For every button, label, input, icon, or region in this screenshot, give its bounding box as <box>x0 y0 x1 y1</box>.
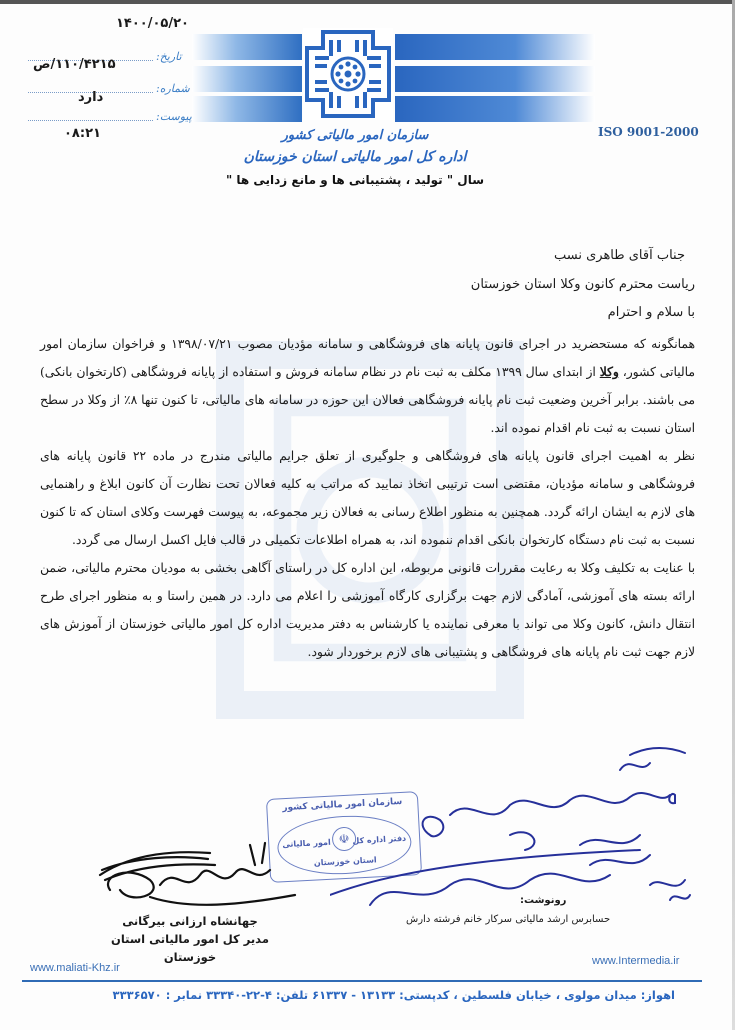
date-value: ۱۴۰۰/۰۵/۲۰ <box>116 16 189 31</box>
signer-name: جهانشاه ارزانی بیرگانی <box>122 914 258 928</box>
number-label: شماره: <box>156 82 190 95</box>
stamp-top-text: سازمان امور مالیاتی کشور <box>282 796 403 814</box>
copy-recipient: حسابرس ارشد مالیاتی سرکار خانم فرشته دارش <box>406 914 611 925</box>
header-bar <box>395 66 595 92</box>
iso-certification: ISO 9001-2000 <box>598 125 699 139</box>
header-bar <box>192 66 302 92</box>
emblem-icon: ☫ <box>331 826 356 851</box>
stamp-right-text: دفتر اداره کل <box>352 833 407 846</box>
signer-block <box>95 912 285 966</box>
attachment-label: پیوست: <box>156 110 192 123</box>
header-bar <box>192 96 302 122</box>
addressee-name: جناب آقای طاهری نسب <box>553 248 685 263</box>
scan-edge-top <box>0 0 735 4</box>
footer-divider <box>22 980 702 982</box>
attachment-value: دارد <box>78 90 104 105</box>
attachment-dots <box>28 120 153 121</box>
stamp-left-text: امور مالیاتی <box>282 837 331 850</box>
addressee-title: ریاست محترم کانون وکلا استان خوزستان <box>470 277 695 292</box>
time-value: ۰۸:۲۱ <box>64 126 101 141</box>
header-bar <box>395 34 595 60</box>
date-label: تاریخ: <box>156 50 182 63</box>
number-value: ۱۱۰/۴۲۱۵/ص <box>33 57 116 72</box>
paragraph-2: نظر به اهمیت اجرای قانون پایانه های فروشگاهی و جلوگیری از تعلق جرایم مالیاتی مندرج در ماده ۲۲ قانون پایانه های فروشگاهی و سامانه مؤدیان، مقتضی است ترتیبی اتخاذ نمایید که مراتب به کلیه فعالان تحت نظارت آن کانون ابلاغ و راهنمایی های لازم به ایشان ارائه گردد. همچنین به منظور اطلاع رسانی به فعالان زیر مجموعه، به پیوست فهرست وکلای استان که تا کنون نسبت به ثبت نام دستگاه کارتخوان بانکی اقدام ننموده اند، به همراه اطلاعات تکمیلی در قالب فایل اکسل ارسال می گردد. <box>40 449 695 547</box>
department-name: اداره کل امور مالیاتی استان خوزستان <box>243 149 467 165</box>
paragraph-3: با عنایت به تکلیف وکلا به رعایت مقررات قانونی مربوطه، این اداره کل در راستای آگاهی بخشی به مودیان محترم مالیاتی، ضمن ارائه بسته های آموزشی، آمادگی لازم جهت برگزاری کارگاه آموزشی را اعلام می دارد. در همین راستا و به منظور اجرای طرح انتقال دانش، کانون وکلا می تواند با معرفی نماینده یا کارشناس به دفتر مدیریت اداره کل امور مالیاتی خوزستان از آموزش های لازم جهت ثبت نام پایانه های فروشگاهی و پشتیبانی های لازم برخوردار شود. <box>40 561 695 659</box>
greeting: با سلام و احترام <box>607 305 695 320</box>
footer-address: اهواز: میدان مولوی ، خیابان فلسطین ، کدپستی: ۱۳۱۳۳ - ۶۱۳۳۷ تلفن: ۴-۲۲-۳۳۳۴۰ نمابر : ۳۳۳۶۵۷۰ <box>112 988 675 1002</box>
signer-title: مدیر کل امور مالیاتی استان خوزستان <box>111 932 269 964</box>
emphasis-lawyers: وکلا <box>599 364 619 379</box>
year-slogan: سال " تولید ، پشتیبانی ها و مانع زدایی ها " <box>225 173 485 187</box>
letter-body <box>40 330 695 666</box>
copy-label: رونوشت: <box>520 895 567 906</box>
stamp-bottom-text: استان خوزستان <box>313 855 377 868</box>
header-bar <box>192 34 302 60</box>
website-right-link[interactable]: www.Intermedia.ir <box>592 955 680 967</box>
director-signature-icon <box>90 835 300 915</box>
website-left-link[interactable]: www.maliati-Khz.ir <box>30 962 120 974</box>
paragraph-1: همانگونه که مستحضرید در اجرای قانون پایانه های فروشگاهی و سامانه مؤدیان مصوب ۱۳۹۸/۰۷/۲۱ و فراخوان سازمان امور مالیاتی کشور، وکلا از ابتدای سال ۱۳۹۹ مکلف به ثبت نام در نظام سامانه فروش و استفاده از پایانه فروشگاهی (کارتخوان بانکی) می باشند. برابر آخرین وضعیت ثبت نام پایانه فروشگاهی فعالان این حوزه در سامانه های مالیاتی، تا کنون تنها ۸٪ از وکلا در سطح استان نسبت به ثبت نام اقدام نموده اند. <box>40 337 695 435</box>
organization-name: سازمان امور مالیاتی کشور <box>281 128 429 143</box>
header-bar <box>395 96 595 122</box>
tax-organization-logo-icon <box>303 28 393 120</box>
